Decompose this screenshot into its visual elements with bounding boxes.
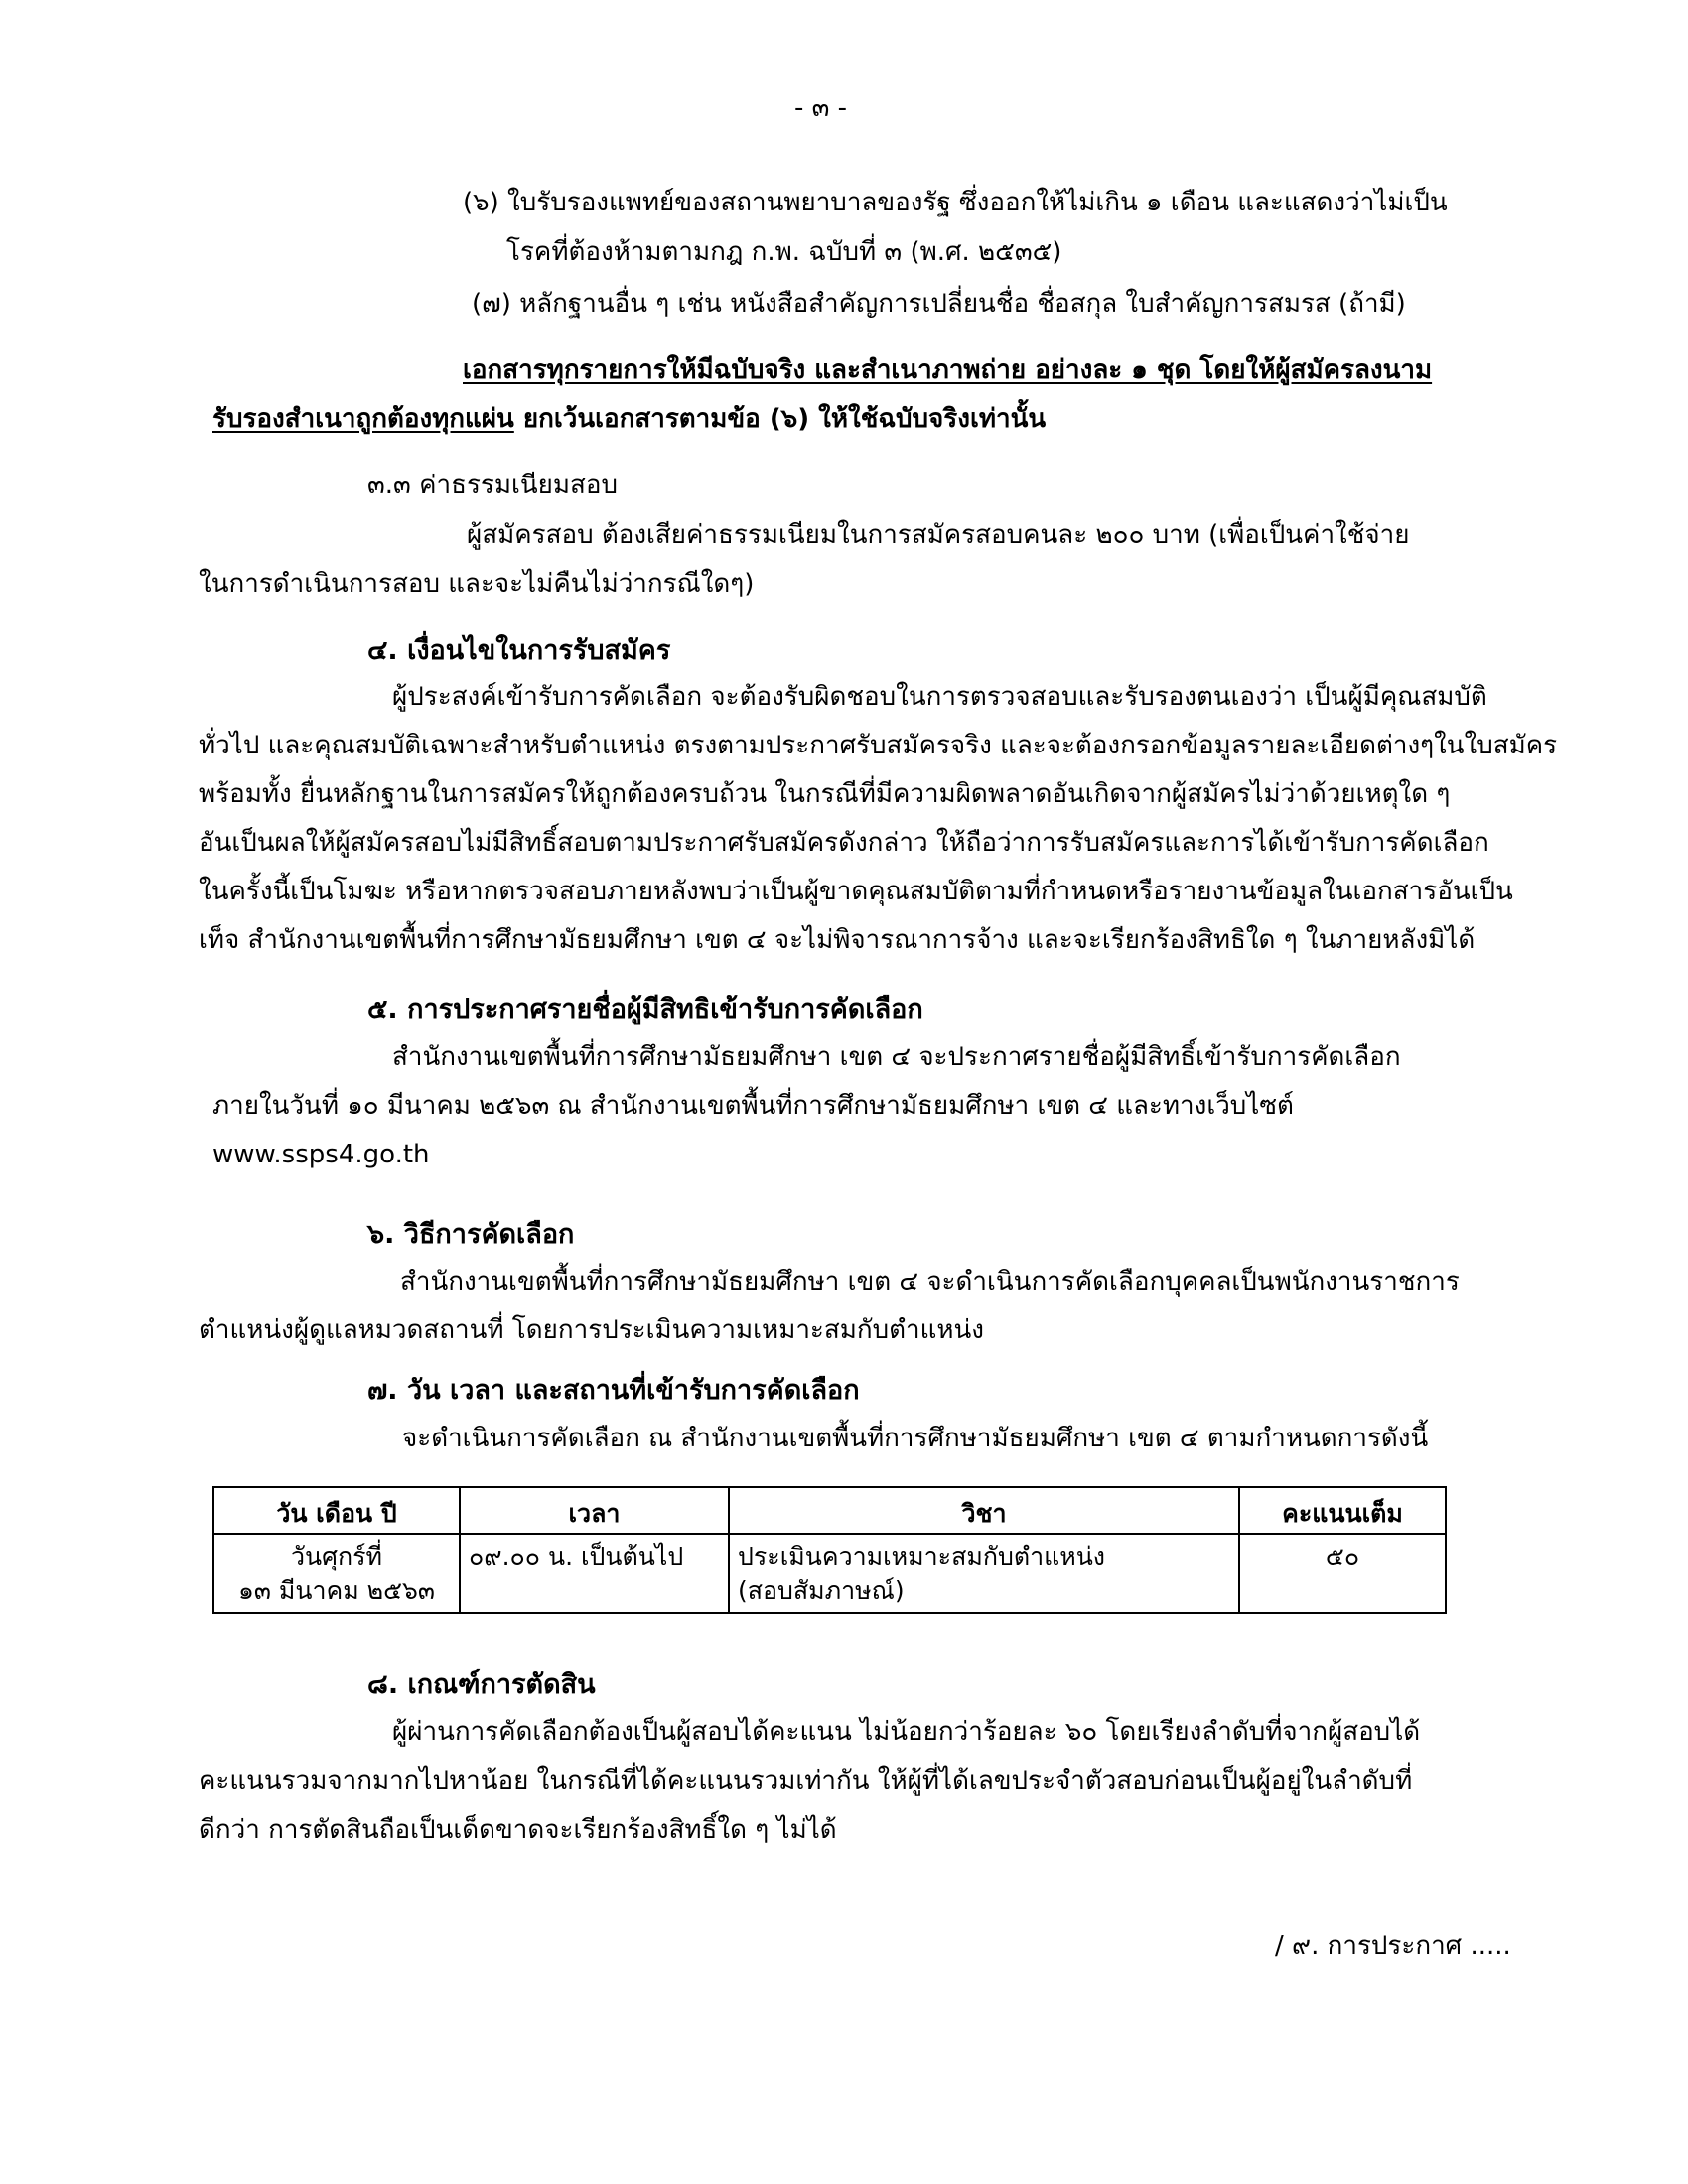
section-4-line: เท็จ สำนักงานเขตพื้นที่การศึกษามัธยมศึกษา เขต ๔ จะไม่พิจารณาการจ้าง และจะเรียกร้องสิทธิใด ๆ ในภายหลังมิได้: [199, 925, 1476, 955]
section-8-heading: ๘. เกณฑ์การตัดสิน: [367, 1669, 596, 1700]
section-5-website: www.ssps4.go.th: [212, 1140, 430, 1169]
item-6-line-2: โรคที่ต้องห้ามตามกฎ ก.พ. ฉบับที่ ๓ (พ.ศ. ๒๕๓๕): [506, 237, 1062, 267]
section-5-line: ภายในวันที่ ๑๐ มีนาคม ๒๕๖๓ ณ สำนักงานเขตพื้นที่การศึกษามัธยมศึกษา เขต ๔ และทางเว็บไซต์: [212, 1091, 1294, 1121]
header-full-score: คะแนนเต็ม: [1239, 1487, 1446, 1534]
fee-heading: ๓.๓ ค่าธรรมเนียมสอบ: [367, 471, 619, 500]
section-5-line: สำนักงานเขตพื้นที่การศึกษามัธยมศึกษา เขต ๔ จะประกาศรายชื่อผู้มีสิทธิ์เข้ารับการคัดเลือก: [392, 1042, 1401, 1072]
section-6-heading: ๖. วิธีการคัดเลือก: [367, 1219, 575, 1250]
item-7: (๗) หลักฐานอื่น ๆ เช่น หนังสือสำคัญการเปลี่ยนชื่อ ชื่อสกุล ใบสำคัญการสมรส (ถ้ามี): [472, 289, 1406, 319]
section-4-line: ในครั้งนี้เป็นโมฆะ หรือหากตรวจสอบภายหลังพบว่าเป็นผู้ขาดคุณสมบัติตามที่กำหนดหรือรายงานข้อมูลในเอกสารอันเป็น: [199, 877, 1513, 906]
document-note-rest: ยกเว้นเอกสารตามข้อ (๖) ให้ใช้ฉบับจริงเท่านั้น: [513, 404, 1047, 434]
document-note-underlined: รับรองสำเนาถูกต้องทุกแผ่น: [212, 404, 514, 434]
section-5-heading: ๕. การประกาศรายชื่อผู้มีสิทธิเข้ารับการคัดเลือก: [367, 994, 923, 1024]
section-7-heading: ๗. วัน เวลา และสถานที่เข้ารับการคัดเลือก: [367, 1375, 860, 1406]
cell-subject: [729, 1534, 1239, 1613]
table-header-row: [213, 1487, 1446, 1534]
section-8-line: คะแนนรวมจากมากไปหาน้อย ในกรณีที่ได้คะแนนรวมเท่ากัน ให้ผู้ที่ได้เลขประจำตัวสอบก่อนเป็นผู้อยู่ในลำดับที่: [199, 1766, 1413, 1796]
header-time: เวลา: [460, 1487, 729, 1534]
schedule-table: [212, 1486, 1447, 1614]
section-6-line: ตำแหน่งผู้ดูแลหมวดสถานที่ โดยการประเมินความเหมาะสมกับตำแหน่ง: [199, 1315, 984, 1345]
fee-line-2: ในการดำเนินการสอบ และจะไม่คืนไม่ว่ากรณีใดๆ): [199, 569, 755, 599]
section-4-line: อันเป็นผลให้ผู้สมัครสอบไม่มีสิทธิ์สอบตามประกาศรับสมัครดังกล่าว ให้ถือว่าการรับสมัครและการได้เข้ารับการคัดเลือก: [199, 828, 1489, 858]
item-6-line-1: (๖) ใบรับรองแพทย์ของสถานพยาบาลของรัฐ ซึ่งออกให้ไม่เกิน ๑ เดือน และแสดงว่าไม่เป็น: [463, 188, 1448, 217]
section-8-line: ผู้ผ่านการคัดเลือกต้องเป็นผู้สอบได้คะแนน ไม่น้อยกว่าร้อยละ ๖๐ โดยเรียงลำดับที่จากผู้สอบได้: [392, 1717, 1421, 1747]
subject-name: ประเมินความเหมาะสมกับตำแหน่ง: [738, 1542, 1105, 1570]
section-8-line: ดีกว่า การตัดสินถือเป็นเด็ดขาดจะเรียกร้องสิทธิ์ใด ๆ ไม่ได้: [199, 1815, 837, 1844]
date-day-month-year: ๑๓ มีนาคม ๒๕๖๓: [237, 1576, 436, 1605]
section-4-line: พร้อมทั้ง ยื่นหลักฐานในการสมัครให้ถูกต้องครบถ้วน ในกรณีที่มีความผิดพลาดอันเกิดจากผู้สมัครไม่ว่าด้วยเหตุใด ๆ: [199, 779, 1451, 809]
header-date: วัน เดือน ปี: [213, 1487, 460, 1534]
section-7-intro: จะดำเนินการคัดเลือก ณ สำนักงานเขตพื้นที่การศึกษามัธยมศึกษา เขต ๔ ตามกำหนดการดังนี้: [402, 1424, 1429, 1453]
section-4-heading: ๔. เงื่อนไขในการรับสมัคร: [367, 635, 671, 666]
continuation-note: / ๙. การประกาศ .....: [1275, 1931, 1511, 1961]
header-subject: วิชา: [729, 1487, 1239, 1534]
section-4-line: ทั่วไป และคุณสมบัติเฉพาะสำหรับตำแหน่ง ตรงตามประกาศรับสมัครจริง และจะต้องกรอกข้อมูลรายละเอียดต่างๆในใบสมัคร: [199, 731, 1558, 760]
cell-time: ๐๙.๐๐ น. เป็นต้นไป: [460, 1534, 729, 1613]
table-row: [213, 1534, 1446, 1613]
subject-type: (สอบสัมภาษณ์): [738, 1576, 905, 1605]
page-number: - ๓ -: [794, 93, 848, 123]
document-note-line-1: เอกสารทุกรายการให้มีฉบับจริง และสำเนาภาพถ่าย อย่างละ ๑ ชุด โดยให้ผู้สมัครลงนาม: [463, 355, 1433, 385]
fee-line-1: ผู้สมัครสอบ ต้องเสียค่าธรรมเนียมในการสมัครสอบคนละ ๒๐๐ บาท (เพื่อเป็นค่าใช้จ่าย: [467, 520, 1410, 550]
date-weekday: วันศุกร์ที่: [290, 1542, 383, 1570]
cell-full-score: ๕๐: [1239, 1534, 1446, 1613]
section-4-line: ผู้ประสงค์เข้ารับการคัดเลือก จะต้องรับผิดชอบในการตรวจสอบและรับรองตนเองว่า เป็นผู้มีคุณสมบัติ: [392, 682, 1487, 712]
cell-date: [213, 1534, 460, 1613]
document-note-line-2: [212, 403, 1046, 436]
section-6-line: สำนักงานเขตพื้นที่การศึกษามัธยมศึกษา เขต ๔ จะดำเนินการคัดเลือกบุคคลเป็นพนักงานราชการ: [400, 1267, 1460, 1297]
